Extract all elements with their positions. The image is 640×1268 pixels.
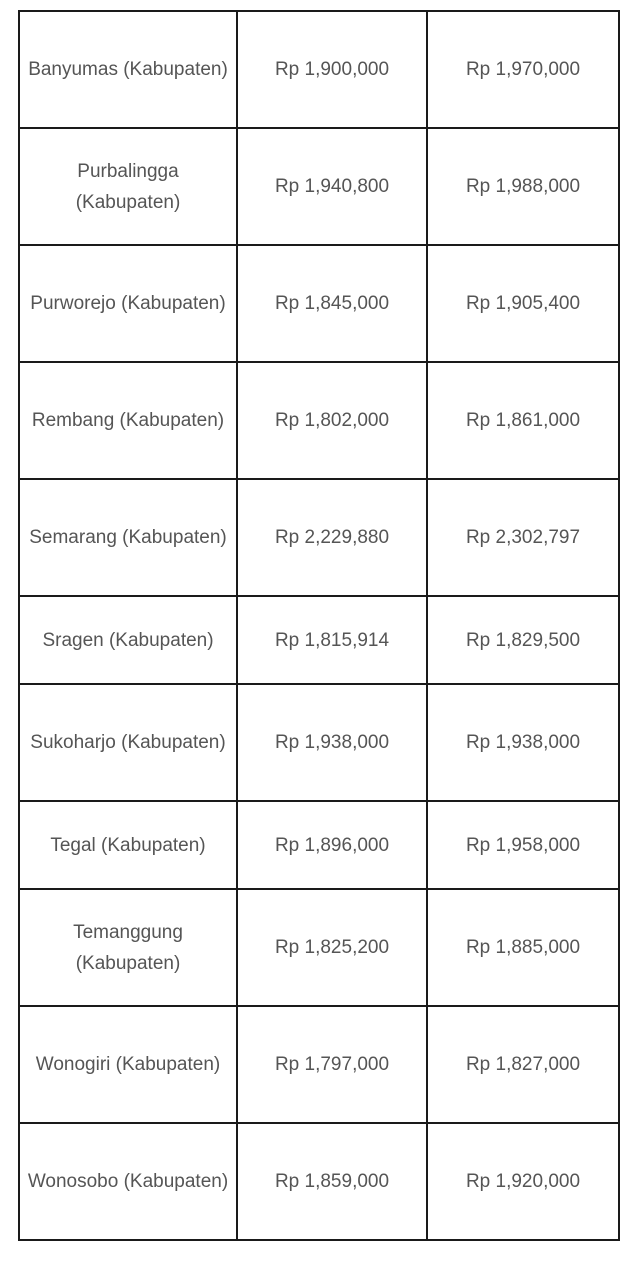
wage-value-cell: Rp 1,802,000 (237, 362, 427, 479)
table-row (19, 801, 619, 889)
region-cell: Sukoharjo (Kabupaten) (19, 684, 237, 801)
table-row (19, 11, 619, 128)
table-row (19, 1123, 619, 1240)
wage-value-cell: Rp 1,900,000 (237, 11, 427, 128)
wage-value-cell: Rp 1,938,000 (427, 684, 619, 801)
table-row (19, 596, 619, 684)
table-row (19, 128, 619, 245)
wage-value-cell: Rp 1,845,000 (237, 245, 427, 362)
table-row (19, 684, 619, 801)
table-row (19, 245, 619, 362)
wage-value-cell: Rp 1,797,000 (237, 1006, 427, 1123)
region-cell: Purworejo (Kabupaten) (19, 245, 237, 362)
table-row (19, 1006, 619, 1123)
region-cell: Temanggung (Kabupaten) (19, 889, 237, 1006)
region-cell: Semarang (Kabupaten) (19, 479, 237, 596)
region-cell: Wonosobo (Kabupaten) (19, 1123, 237, 1240)
wage-value-cell: Rp 1,905,400 (427, 245, 619, 362)
wage-value-cell: Rp 1,861,000 (427, 362, 619, 479)
wage-value-cell: Rp 1,827,000 (427, 1006, 619, 1123)
wage-value-cell: Rp 1,970,000 (427, 11, 619, 128)
table-row (19, 889, 619, 1006)
region-cell: Tegal (Kabupaten) (19, 801, 237, 889)
wage-value-cell: Rp 2,229,880 (237, 479, 427, 596)
wage-value-cell: Rp 1,896,000 (237, 801, 427, 889)
region-cell: Purbalingga (Kabupaten) (19, 128, 237, 245)
wage-value-cell: Rp 1,859,000 (237, 1123, 427, 1240)
wage-value-cell: Rp 1,825,200 (237, 889, 427, 1006)
wage-value-cell: Rp 2,302,797 (427, 479, 619, 596)
wage-value-cell: Rp 1,829,500 (427, 596, 619, 684)
wage-value-cell: Rp 1,815,914 (237, 596, 427, 684)
wage-value-cell: Rp 1,938,000 (237, 684, 427, 801)
wage-value-cell: Rp 1,940,800 (237, 128, 427, 245)
minimum-wage-table (18, 10, 620, 1241)
wage-value-cell: Rp 1,885,000 (427, 889, 619, 1006)
region-cell: Rembang (Kabupaten) (19, 362, 237, 479)
wage-value-cell: Rp 1,958,000 (427, 801, 619, 889)
wage-value-cell: Rp 1,920,000 (427, 1123, 619, 1240)
region-cell: Wonogiri (Kabupaten) (19, 1006, 237, 1123)
region-cell: Banyumas (Kabupaten) (19, 11, 237, 128)
region-cell: Sragen (Kabupaten) (19, 596, 237, 684)
table-row (19, 479, 619, 596)
table-row (19, 362, 619, 479)
wage-value-cell: Rp 1,988,000 (427, 128, 619, 245)
